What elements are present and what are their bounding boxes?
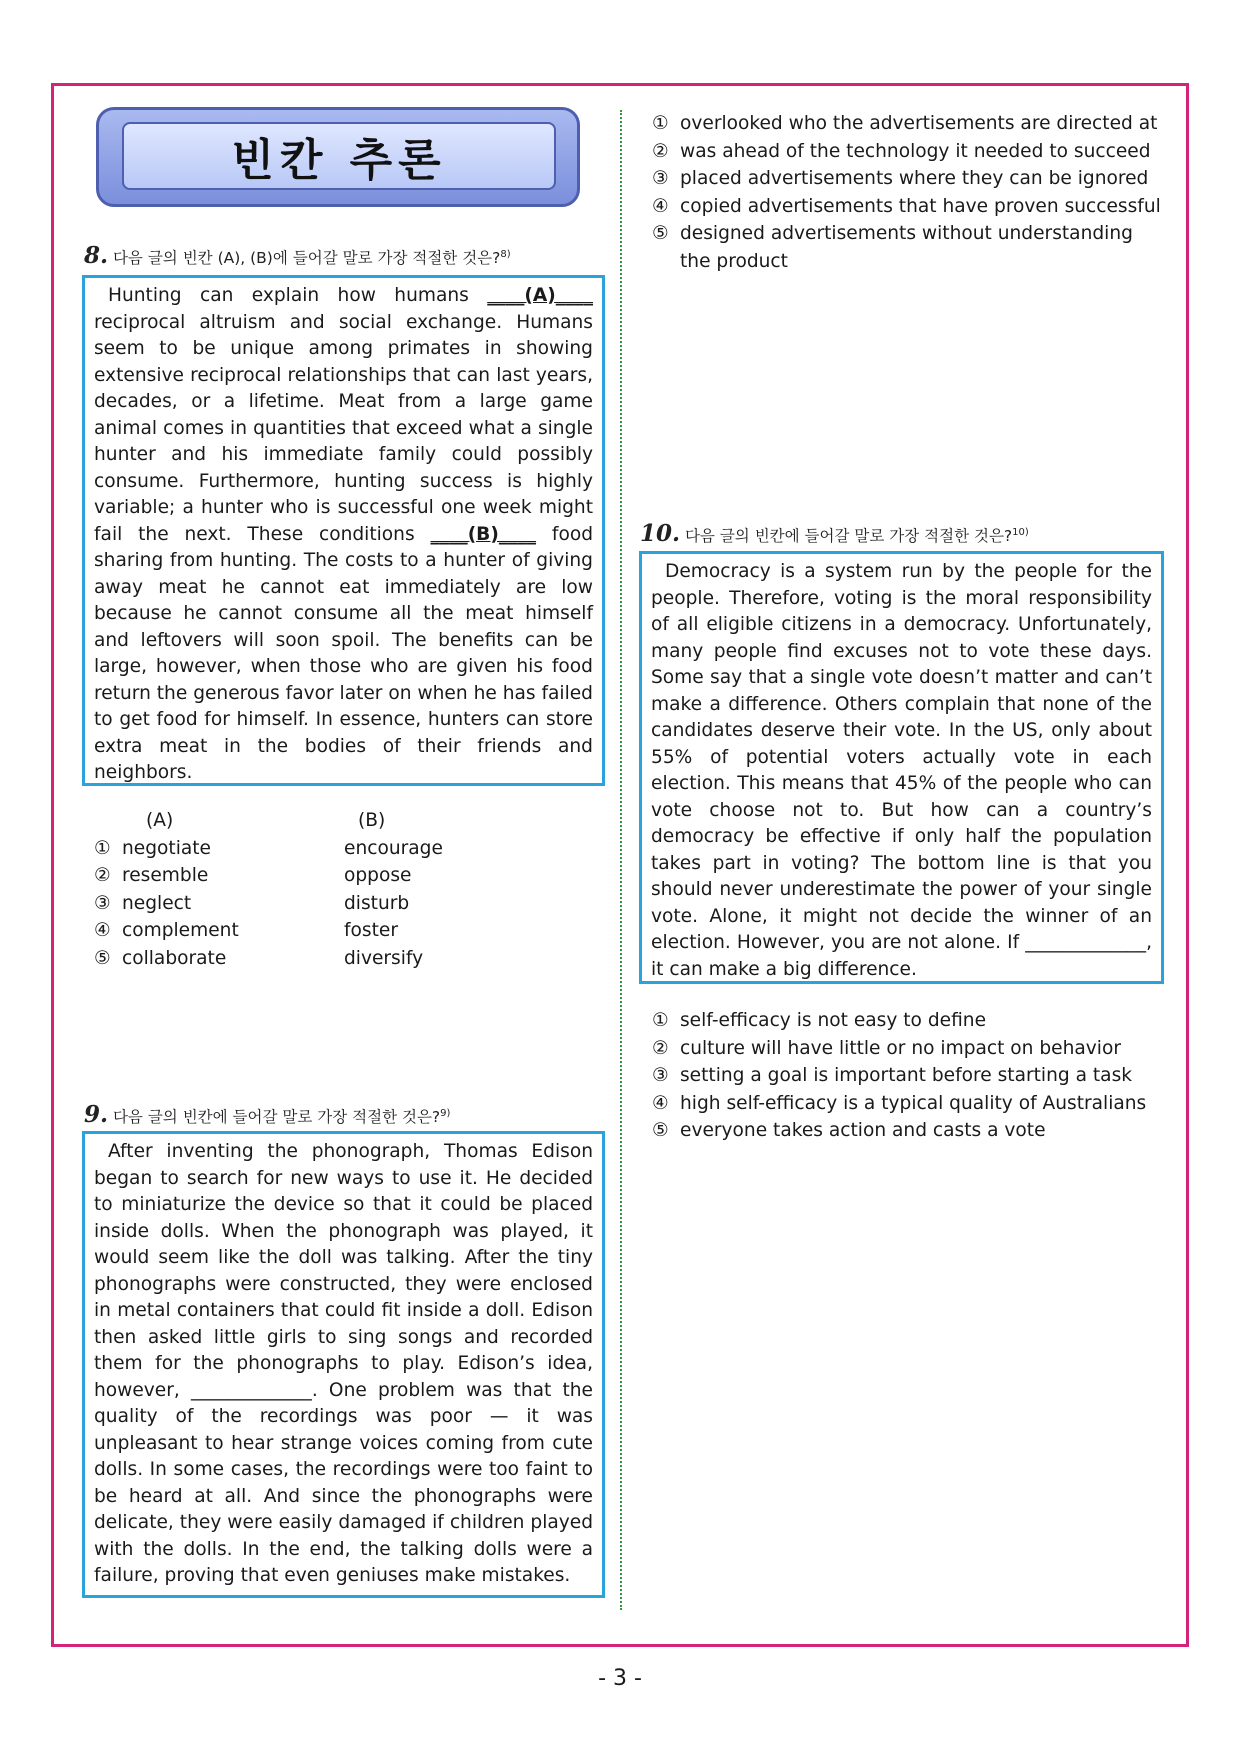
q8-footnote: 8)	[500, 248, 511, 260]
q10-option[interactable]	[652, 1007, 1167, 1035]
option-marker: ①	[652, 1010, 669, 1031]
option-text: overlooked who the advertisements are directed at	[680, 113, 1158, 134]
option-a: resemble	[122, 865, 209, 886]
q10-options	[652, 1007, 1167, 1145]
q8-options-header	[94, 807, 443, 835]
option-a: complement	[122, 920, 239, 941]
option-a: negotiate	[122, 837, 211, 859]
q8-option[interactable]	[94, 862, 443, 890]
option-text: copied advertisements that have proven successful	[680, 195, 1161, 217]
q8-blank-b: ____(B)____	[430, 523, 537, 545]
option-text: setting a goal is important before starting a task	[680, 1065, 1133, 1086]
option-text: culture will have little or no impact on behavior	[680, 1037, 1121, 1059]
option-text: was ahead of the technology it needed to succeed	[680, 140, 1151, 162]
q9-option[interactable]	[652, 220, 1167, 275]
q8-options	[94, 807, 443, 972]
q8-number: 8.	[84, 242, 109, 269]
q8-option[interactable]	[94, 917, 443, 945]
q10-number: 10.	[640, 520, 681, 547]
option-marker: ②	[652, 140, 669, 162]
page-title: 빈칸 추론	[122, 122, 556, 190]
option-marker: ⑤	[94, 947, 111, 969]
q9-number: 9.	[84, 1101, 109, 1128]
q8-passage-part3: food sharing from hunting. The costs to a hunter of giving away meat he cannot eat immediately are low because he cannot consume all the meat himself and leftovers will soon spoil. The benefits can be large, however, when those who are given his food return the generous favor later on when he has failed to get food for himself. In essence, hunters can store extra meat in the bodies of their friends and neighbors.	[94, 523, 593, 783]
option-a: neglect	[122, 892, 192, 914]
q9-option[interactable]	[652, 138, 1167, 166]
option-marker: ②	[94, 865, 111, 886]
q9-passage-box	[82, 1131, 605, 1598]
q8-option[interactable]	[94, 945, 443, 973]
q9-header	[84, 1101, 450, 1128]
page-number: - 3 -	[598, 1666, 642, 1691]
column-divider	[620, 110, 622, 1610]
q10-option[interactable]	[652, 1062, 1167, 1090]
q8-option[interactable]	[94, 890, 443, 918]
option-marker: ④	[652, 195, 669, 217]
option-marker: ③	[652, 1065, 669, 1086]
q8-header	[84, 242, 511, 269]
q10-option[interactable]	[652, 1035, 1167, 1063]
q10-footnote: 10)	[1012, 526, 1029, 538]
option-b: diversify	[344, 947, 424, 969]
q8-option[interactable]	[94, 835, 443, 863]
option-b: foster	[344, 920, 398, 941]
q8-passage	[94, 283, 593, 787]
q10-header	[640, 520, 1029, 547]
option-text: high self-efficacy is a typical quality of Australians	[680, 1092, 1147, 1114]
option-b: encourage	[344, 837, 443, 859]
option-marker: ①	[652, 113, 669, 134]
option-marker: ②	[652, 1037, 669, 1059]
option-marker: ③	[652, 168, 669, 189]
option-marker: ⑤	[652, 223, 669, 244]
q8-col-a-header: (A)	[146, 810, 174, 831]
option-text: placed advertisements where they can be ignored	[680, 168, 1149, 189]
option-marker: ⑤	[652, 1120, 669, 1141]
q8-blank-a: ____(A)____	[487, 285, 593, 306]
q8-passage-box	[82, 275, 605, 786]
q10-passage-box	[639, 551, 1164, 984]
option-text: self-efficacy is not easy to define	[680, 1010, 987, 1031]
option-marker: ①	[94, 837, 111, 859]
option-b: disturb	[344, 892, 410, 914]
q9-options	[652, 110, 1167, 275]
q9-question: 다음 글의 빈칸에 들어갈 말로 가장 적절한 것은?	[112, 1108, 441, 1126]
q9-passage: After inventing the phonograph, Thomas Edison began to search for new ways to use it. He decided to miniaturize the device so that it could be placed inside dolls. When the phonograph was played, it would seem like the doll was talking. After the tiny phonographs were constructed, they were enclosed in metal containers that could fit inside a doll. Edison then asked little girls to sing songs and recorded them for the phonographs to play. Edison’s idea, however, _____________. One problem was that the quality of the recordings was poor — it was unpleasant to hear strange voices coming from cute dolls. In some cases, the recordings were too faint to be heard at all. And since the phonographs were delicate, they were easily damaged if children played with the dolls. In the end, the talking dolls were a failure, proving that even geniuses make mistakes.	[94, 1141, 593, 1586]
option-marker: ③	[94, 892, 111, 914]
q9-footnote: 9)	[440, 1107, 451, 1119]
option-b: oppose	[344, 865, 412, 886]
q10-passage: Democracy is a system run by the people for the people. Therefore, voting is the moral responsibility of all eligible citizens in a democracy. Unfortunately, many people find excuses not to vote these days. Some say that a single vote doesn’t matter and can’t make a difference. Others complain that none of the candidates deserve their vote. In the US, only about 55% of potential voters actually vote in each election. This means that 45% of the people who can vote choose not to. But how can a country’s democracy be effective if only half the population takes part in voting? The bottom line is that you should never underestimate the power of your single vote. Alone, it might not decide the winner of an election. However, you are not alone. If _____________, it can make a big difference.	[651, 561, 1152, 980]
option-marker: ④	[652, 1092, 669, 1114]
q10-option[interactable]	[652, 1117, 1167, 1145]
q8-col-b-header: (B)	[358, 810, 386, 831]
q9-option[interactable]	[652, 110, 1167, 138]
q9-option[interactable]	[652, 165, 1167, 193]
option-text: designed advertisements without understanding the product	[680, 223, 1133, 272]
option-a: collaborate	[122, 947, 227, 969]
q8-passage-part2: reciprocal altruism and social exchange. Humans seem to be unique among primates in showing extensive reciprocal relationships that can last years, decades, or a lifetime. Meat from a large game animal comes in quantities that exceed what a single hunter and his immediate family could possibly consume. Furthermore, hunting success is highly variable; a hunter who is successful one week might fail the next. These conditions	[94, 311, 593, 545]
option-marker: ④	[94, 920, 111, 941]
q8-question: 다음 글의 빈칸 (A), (B)에 들어갈 말로 가장 적절한 것은?	[112, 249, 501, 267]
q9-option[interactable]	[652, 193, 1167, 221]
option-text: everyone takes action and casts a vote	[680, 1120, 1046, 1141]
q10-option[interactable]	[652, 1090, 1167, 1118]
q8-passage-part1: Hunting can explain how humans	[108, 285, 488, 306]
q10-question: 다음 글의 빈칸에 들어갈 말로 가장 적절한 것은?	[684, 527, 1013, 545]
